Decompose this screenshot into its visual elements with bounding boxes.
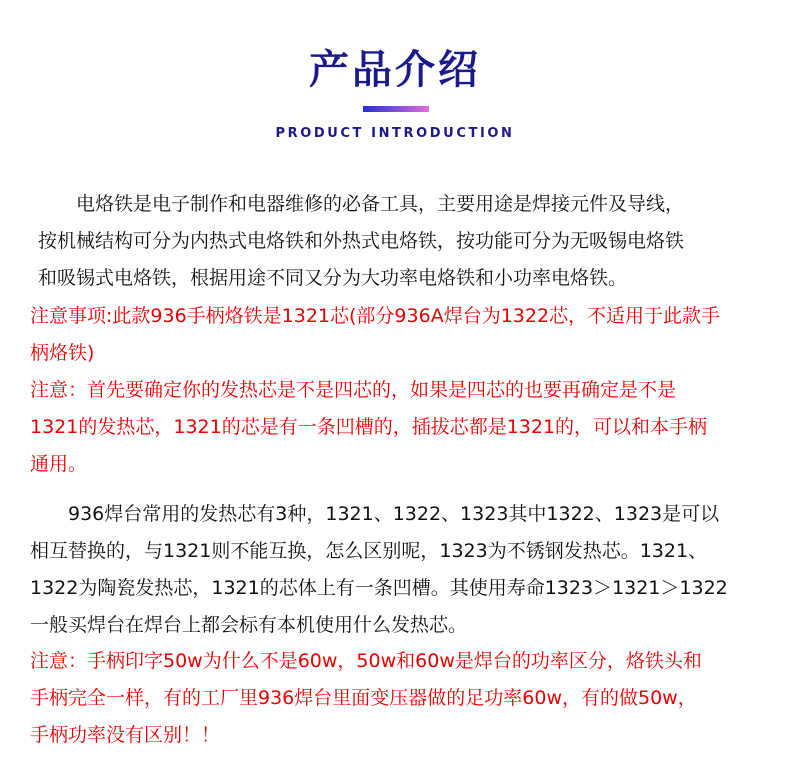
- compatibility-notice: [30, 298, 768, 372]
- intro-line: 按机械结构可分为内热式电烙铁和外热式电烙铁，按功能可分为无吸锡电烙铁: [38, 230, 685, 252]
- notice-line: 1321的发热芯，1321的芯是有一条凹槽的，插拔芯都是1321的，可以和本手柄: [30, 416, 708, 438]
- notice-line: 注意：手柄印字50w为什么不是60w，50w和60w是焊台的功率区分，烙铁头和: [30, 650, 702, 672]
- intro-paragraph: [38, 186, 762, 297]
- info-line: 1322为陶瓷发热芯，1321的芯体上有一条凹槽。其使用寿命1323＞1321＞1322: [30, 577, 728, 599]
- heater-check-notice: [30, 372, 768, 483]
- info-line: 936焊台常用的发热芯有3种，1321、1322、1323其中1322、1323是可以: [68, 503, 720, 525]
- info-line: 一般买焊台在焊台上都会标有本机使用什么发热芯。: [30, 614, 468, 636]
- page-title: 产品介绍: [309, 47, 481, 93]
- power-notice: [30, 643, 770, 754]
- notice-line: 手柄完全一样，有的工厂里936焊台里面变压器做的足功率60w，有的做50w，: [30, 687, 697, 709]
- notice-line: 手柄功率没有区别！！: [30, 724, 221, 746]
- intro-line: 电烙铁是电子制作和电器维修的必备工具，主要用途是焊接元件及导线，: [76, 193, 685, 215]
- info-line: 相互替换的，与1321则不能互换，怎么区别呢，1323为不锈钢发热芯。1321、: [30, 540, 708, 562]
- notice-line: 注意事项:此款936手柄烙铁是1321芯(部分936A焊台为1322芯，不适用于此款手: [30, 305, 721, 327]
- heater-info-paragraph: [30, 496, 770, 644]
- notice-line: 柄烙铁): [30, 342, 95, 364]
- notice-line: 注意：首先要确定你的发热芯是不是四芯的，如果是四芯的也要再确定是不是: [30, 379, 677, 401]
- notice-line: 通用。: [30, 453, 88, 475]
- intro-line: 和吸锡式电烙铁，根据用途不同又分为大功率电烙铁和小功率电烙铁。: [38, 267, 628, 289]
- title-underline: [363, 106, 429, 112]
- page-subtitle: PRODUCT INTRODUCTION: [275, 126, 515, 141]
